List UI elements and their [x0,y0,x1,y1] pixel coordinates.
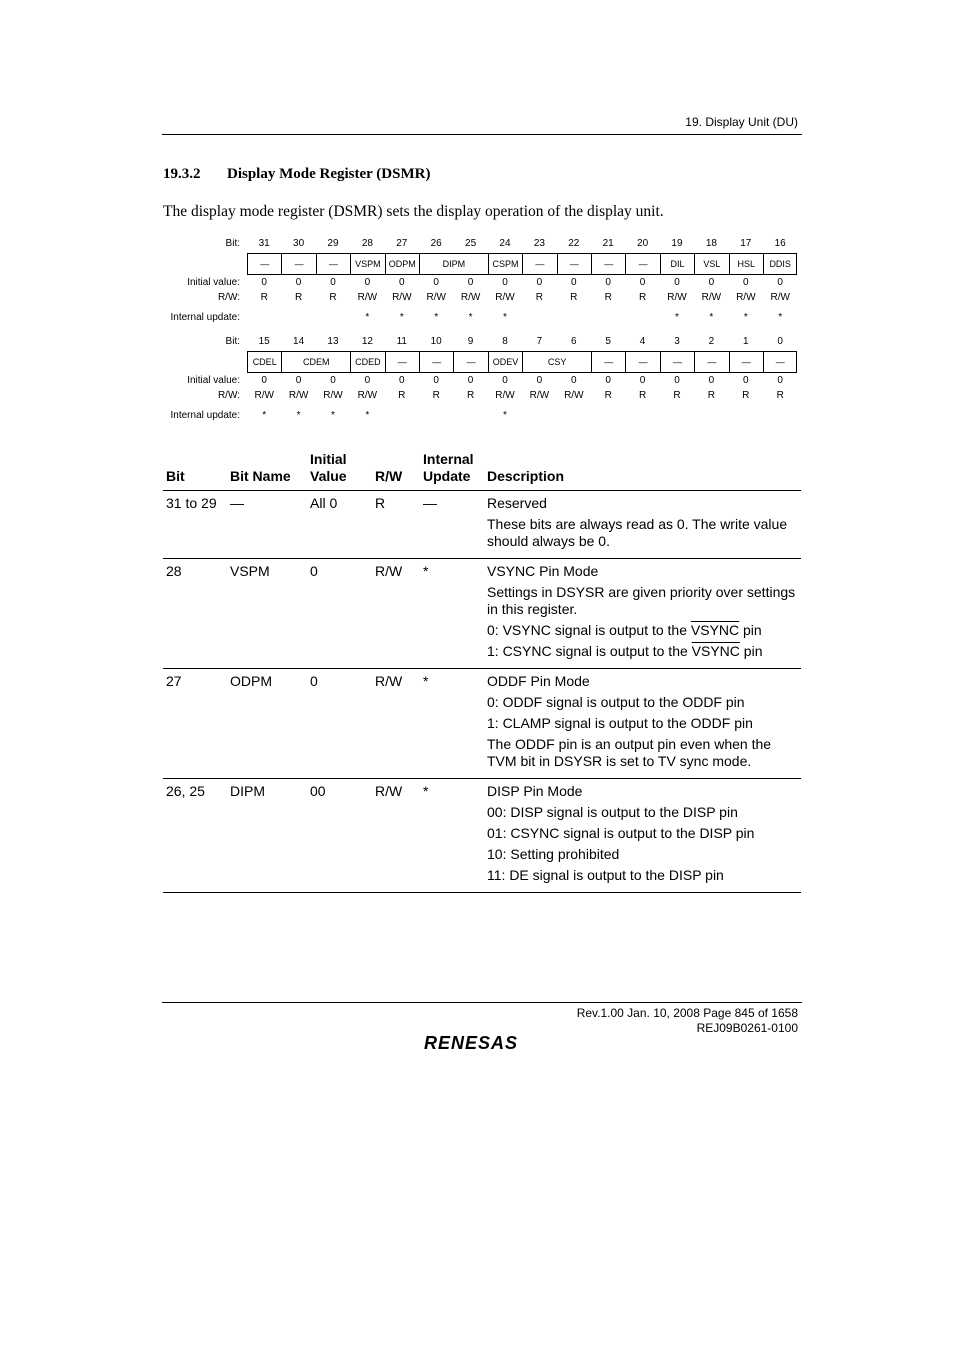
desc-line: 0: ODDF signal is output to the ODDF pin [487,694,745,710]
register-cell: R/W [357,292,378,303]
register-cell: 0 [261,375,267,386]
register-cell: R/W [736,292,756,303]
register-cell: 13 [327,336,339,347]
row-rw: R [375,495,386,511]
col-update-header [423,451,474,485]
section-title [163,166,430,183]
register-cell: R [604,292,612,303]
register-cell: 0 [777,375,783,386]
register-cell: 0 [295,277,302,288]
register-field: CSY [522,352,591,372]
col-initial-line2: Value [310,468,347,484]
register-cell: 0 [261,277,267,288]
register-cell: 26 [430,238,442,249]
row-initial: 00 [310,783,326,799]
row-name: DIPM [230,783,265,799]
row-rw: R/W [375,673,403,689]
desc-line: 00: DISP signal is output to the DISP pin [487,804,738,820]
row-description [487,491,801,558]
register-cell: 0 [639,277,646,288]
row-description [487,669,801,778]
desc-line: VSYNC Pin Mode [487,563,599,579]
footer-rule [162,1002,802,1003]
section-heading: Display Mode Register (DSMR) [227,166,431,182]
desc-line: ODDF Pin Mode [487,673,590,689]
register-cell: 4 [639,336,646,347]
register-cell: R/W [495,292,515,303]
register-field: ODPM [385,254,419,274]
register-cell: * [399,312,404,323]
row-description [487,559,801,668]
row-bit: 28 [166,563,182,579]
desc-line: 11: DE signal is output to the DISP pin [487,867,724,883]
register-cell: 11 [396,336,407,347]
register-cell: 0 [364,277,371,288]
register-cell: * [743,312,748,323]
initial-value-label: Initial value: [187,375,240,386]
table-row-31-29 [163,491,801,559]
register-field: — [763,352,797,372]
register-cell: 9 [467,336,474,347]
desc-line: These bits are always read as 0. The write value should always be 0. [487,516,788,549]
register-field: — [557,254,591,274]
row-update: * [423,673,429,689]
register-cell: R [432,390,440,401]
col-initial-line1: Initial [310,451,347,467]
register-cell: R/W [460,292,481,303]
register-cell: R/W [323,390,343,401]
row-rw: R/W [375,563,403,579]
register-field: — [625,254,659,274]
register-cell: R/W [701,292,722,303]
register-cell: 0 [536,277,543,288]
register-cell: 0 [743,277,749,288]
register-row-initial [150,277,810,291]
register-cell: R/W [495,390,515,401]
initial-value-label: Initial value: [187,277,240,288]
register-cell: 0 [467,277,474,288]
table-row-27 [163,669,801,779]
register-cell: 0 [639,375,646,386]
register-cell: R/W [254,390,274,401]
register-cell: R/W [770,292,790,303]
register-cell: 0 [605,375,611,386]
header-rule [162,134,802,135]
register-cell: 0 [433,277,439,288]
internal-update-label: Internal update: [170,410,240,421]
register-cell: 0 [571,375,577,386]
row-initial: 0 [310,563,318,579]
register-cell: 31 [258,238,270,249]
register-field: — [453,352,487,372]
register-cell: 0 [433,375,439,386]
register-cell: 1 [743,336,749,347]
register-field: CDED [350,352,384,372]
row-name: VSPM [230,563,270,579]
register-cell: R [294,292,303,303]
register-cell: * [365,410,370,421]
row-name: — [230,495,244,511]
register-cell: 3 [674,336,680,347]
row-bit: 27 [166,673,182,689]
register-cell: R [776,390,784,401]
register-field: VSPM [350,254,384,274]
register-cell: 0 [364,375,371,386]
register-cell: 0 [605,277,611,288]
desc-line: Settings in DSYSR are given priority over settings in this register. [487,584,796,617]
register-cell: 0 [571,277,577,288]
register-cell: 18 [705,238,717,249]
register-cell: 6 [571,336,577,347]
register-cell: R/W [529,390,550,401]
desc-text: pin [739,622,762,638]
bit-description-table [163,448,801,893]
register-field: — [385,352,419,372]
register-field-box [247,253,797,275]
register-cell: 0 [467,375,474,386]
row-bit: 26, 25 [166,783,205,799]
desc-line [487,643,801,660]
register-row-initial [150,375,810,389]
desc-line [487,622,801,639]
register-cell: 0 [708,277,715,288]
register-field: VSL [694,254,728,274]
desc-line: 10: Setting prohibited [487,846,620,862]
rw-label: R/W: [217,292,240,303]
register-cell: R [570,292,578,303]
row-description [487,779,801,892]
register-cell: * [365,312,370,323]
register-cell: R/W [288,390,309,401]
desc-text: 0: VSYNC signal is output to the [487,622,691,638]
row-update: * [423,563,429,579]
register-cell: R [742,390,750,401]
row-bit: 31 to 29 [166,495,217,511]
register-field: ODEV [488,352,522,372]
revision-info: Rev.1.00 Jan. 10, 2008 Page 845 of 1658 [576,1006,798,1020]
register-cell: 25 [465,238,477,249]
desc-line: DISP Pin Mode [487,783,583,799]
register-row-rw [150,292,810,306]
register-cell: R/W [667,292,687,303]
register-cell: * [434,312,439,323]
rw-label: R/W: [217,390,240,401]
register-cell: R [604,390,612,401]
register-cell: 14 [293,336,305,347]
register-cell: * [709,312,714,323]
register-cell: * [675,312,679,323]
register-cell: R [673,390,681,401]
desc-line: 01: CSYNC signal is output to the DISP pin [487,825,755,841]
internal-update-label: Internal update: [170,312,240,323]
register-cell: 0 [777,277,783,288]
register-cell: R [329,292,337,303]
register-cell: 0 [502,277,508,288]
desc-text: pin [739,643,763,659]
register-field-box [247,351,797,373]
register-field: — [419,352,453,372]
register-cell: 12 [361,336,373,347]
row-initial: All 0 [310,495,338,511]
desc-line: 1: CLAMP signal is output to the ODDF pin [487,715,753,731]
desc-line: Reserved [487,495,547,511]
register-cell: R/W [357,390,378,401]
register-cell: R [398,390,406,401]
row-update: * [423,783,429,799]
register-cell: 10 [430,336,442,347]
register-field: DDIS [763,254,797,274]
register-field: CDEL [247,352,281,372]
register-cell: 0 [295,375,302,386]
register-field: — [316,254,350,274]
row-initial: 0 [310,673,318,689]
pin-name-overlined: VSYNC [690,622,740,638]
register-field: — [660,352,694,372]
register-field: — [281,254,315,274]
register-cell: 16 [774,238,786,249]
register-cell: R [707,390,715,401]
section-number: 19.3.2 [163,166,201,182]
register-field: CDEM [281,352,350,372]
register-cell: R [638,292,647,303]
register-cell: 27 [396,238,408,249]
register-cell: 0 [777,336,783,347]
register-cell: R [638,390,647,401]
register-cell: R [466,390,475,401]
register-cell: 0 [674,375,680,386]
register-cell: 0 [399,277,405,288]
register-cell: 20 [637,238,649,249]
register-field: HSL [729,254,763,274]
register-row-bits [150,238,810,252]
register-cell: 28 [361,238,373,249]
register-field: DIL [660,254,694,274]
intro-paragraph: The display mode register (DSMR) sets the display operation of the display unit. [163,203,664,220]
register-field: — [694,352,728,372]
register-cell: 15 [258,336,270,347]
row-rw: R/W [375,783,403,799]
register-cell: R [260,292,268,303]
register-cell: * [331,410,335,421]
document-number: REJ09B0261-0100 [696,1021,798,1035]
col-update-line2: Update [423,468,471,484]
col-rw-header: R/W [375,468,403,484]
register-cell: 7 [536,336,543,347]
table-row-28 [163,559,801,669]
register-cell: 0 [330,375,336,386]
register-cell: 0 [399,375,405,386]
register-cell: R/W [564,390,584,401]
row-name: ODPM [230,673,272,689]
register-cell: 0 [330,277,336,288]
register-cell: 8 [502,336,508,347]
register-row-update [150,312,810,326]
register-cell: * [503,312,507,323]
desc-line: The ODDF pin is an output pin even when the TVM bit in DSYSR is set to TV sync mode. [487,736,772,769]
register-cell: 21 [602,238,614,249]
register-field: — [522,254,556,274]
bit-label: Bit: [225,336,240,347]
pin-name-overlined: VSYNC [691,643,740,659]
register-cell: 29 [327,238,339,249]
register-cell: * [468,312,473,323]
renesas-logo: RENESAS [424,1033,519,1053]
register-cell: 0 [708,375,715,386]
col-update-line1: Internal [423,451,474,467]
col-desc-header: Description [487,468,565,484]
col-initial-header [310,451,347,485]
register-cell: * [296,410,301,421]
register-cell: R/W [426,292,446,303]
register-cell: 22 [568,238,580,249]
register-field: — [247,254,281,274]
register-cell: 24 [499,238,511,249]
desc-text: 1: CSYNC signal is output to the [487,643,692,659]
register-cell: 0 [502,375,508,386]
table-header [163,448,801,491]
register-cell: 30 [293,238,305,249]
col-name-header: Bit Name [230,468,291,484]
col-bit-header: Bit [166,468,185,484]
register-field: — [591,254,625,274]
register-cell: * [503,410,507,421]
register-cell: 23 [533,238,545,249]
register-cell: 19 [671,238,683,249]
register-field: CSPM [488,254,522,274]
register-cell: R/W [392,292,412,303]
register-field: — [591,352,625,372]
register-field: — [625,352,659,372]
chapter-header: 19. Display Unit (DU) [685,115,798,129]
bit-label: Bit: [225,238,240,249]
register-cell: 0 [743,375,749,386]
register-cell: R [535,292,543,303]
register-field: — [729,352,763,372]
register-cell: 17 [740,238,752,249]
register-cell: * [262,410,267,421]
row-update: — [423,495,437,511]
register-row-bits [150,336,810,350]
table-row-26-25 [163,779,801,893]
register-row-rw [150,390,810,404]
register-cell: 0 [536,375,543,386]
register-cell: 0 [674,277,680,288]
register-cell: * [778,312,783,323]
register-cell: 2 [708,336,715,347]
register-cell: 5 [605,336,611,347]
register-row-update [150,410,810,424]
register-field: DIPM [419,254,488,274]
